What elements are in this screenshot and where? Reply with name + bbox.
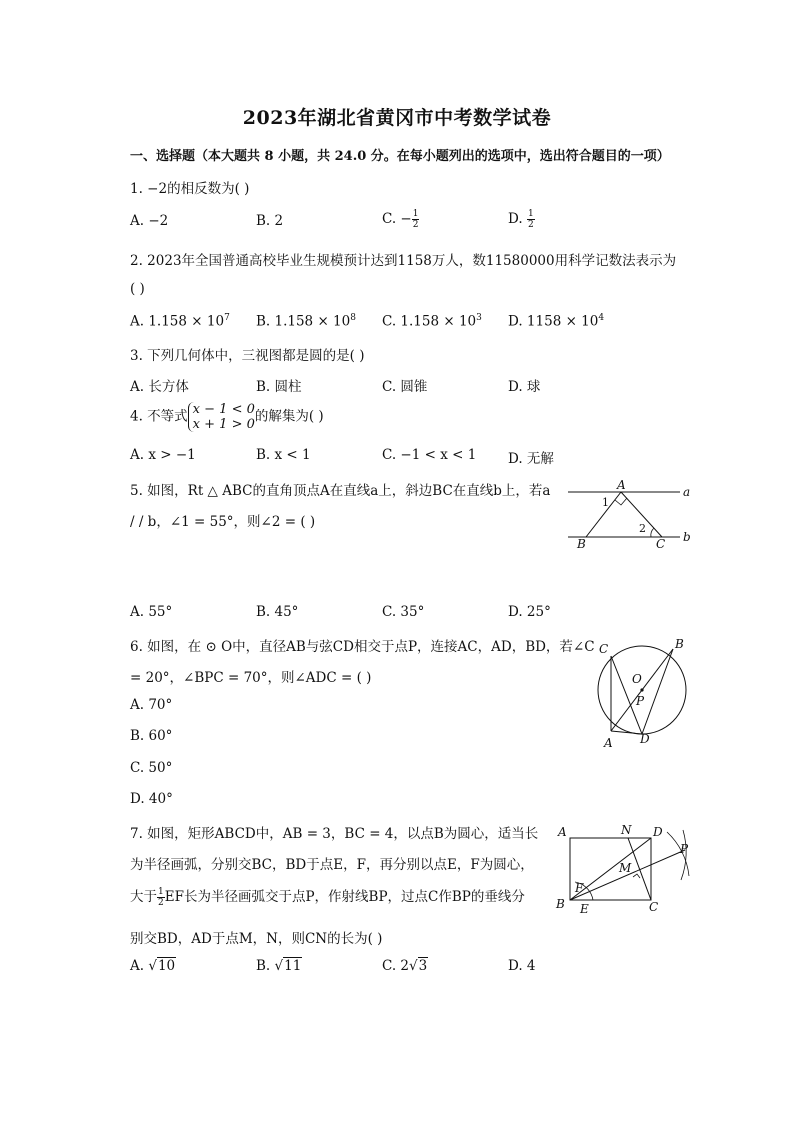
- section-header: 一、选择题（本大题共 8 小题，共 24.0 分。在每小题列出的选项中，选出符合题目的一项）: [130, 149, 670, 164]
- question-3-stem: 3. 下列几何体中，三视图都是圆的是( ): [130, 348, 365, 364]
- q1-option-a: A. −2: [130, 213, 169, 229]
- fig5-label: 2: [639, 522, 646, 535]
- fig6-label: A: [604, 736, 613, 748]
- q5-option-c: C. 35°: [382, 604, 425, 620]
- q5-option-a: A. 55°: [130, 604, 173, 620]
- fig7-label: F: [575, 881, 584, 895]
- inequality-system: x − 1 < 0 x + 1 > 0: [188, 402, 255, 432]
- q3-option-a: A. 长方体: [130, 379, 189, 395]
- q7-option-b: B. √11: [256, 958, 302, 974]
- fig5-label: b: [683, 530, 691, 544]
- question-6-stem-cont: = 20°，∠BPC = 70°，则∠ADC = ( ): [130, 670, 372, 686]
- question-5-stem: 5. 如图，Rt △ ABC的直角顶点A在直线a上，斜边BC在直线b上，若a: [130, 483, 551, 499]
- fig6-label: O: [632, 672, 642, 686]
- q6-option-b: B. 60°: [130, 728, 173, 744]
- q3-option-b: B. 圆柱: [256, 379, 302, 395]
- fig5-label: 1: [602, 496, 609, 509]
- q2-option-a: A. $1.158 \times 10^7$: [130, 313, 230, 330]
- q1-option-d: D. $\frac{1}{2}$: [508, 209, 534, 230]
- q4-option-c: C. −1 < x < 1: [382, 447, 477, 463]
- question-6-stem: 6. 如图，在 ⊙ O中，直径AB与弦CD相交于点P，连接AC，AD，BD，若∠C: [130, 639, 595, 655]
- q6-option-c: C. 50°: [130, 760, 173, 776]
- fig7-label: M: [619, 861, 632, 875]
- fig6-label: C: [599, 642, 609, 656]
- fig6-label: B: [675, 637, 684, 651]
- figure-q7: [553, 820, 703, 920]
- question-7-stem-line3: 大于 $\frac{1}{2}$ EF长为半径画弧交于点P，作射线BP，过点C作BP的垂线分: [130, 887, 525, 908]
- fig7-label: N: [621, 823, 632, 837]
- figure-q5: [562, 478, 702, 553]
- q7-option-a: A. √10: [130, 958, 176, 974]
- fig5-label: B: [577, 537, 586, 551]
- question-5-stem-cont: / / b，∠1 = 55°，则∠2 = ( ): [130, 514, 316, 530]
- question-7-stem: 7. 如图，矩形ABCD中，AB = 3，BC = 4，以点B为圆心，适当长: [130, 826, 539, 842]
- fig5-label: C: [656, 537, 666, 551]
- q4-option-a: A. x > −1: [130, 447, 196, 463]
- q2-option-c: C. $1.158 \times 10^3$: [382, 313, 482, 330]
- fig7-label: P: [680, 842, 689, 856]
- q7-option-d: D. 4: [508, 958, 536, 974]
- fig6-label: D: [640, 732, 650, 746]
- q6-option-d: D. 40°: [130, 791, 173, 807]
- q3-option-c: C. 圆锥: [382, 379, 428, 395]
- fig7-label: B: [556, 897, 565, 911]
- page-title: 2023年湖北省黄冈市中考数学试卷: [242, 107, 552, 129]
- fig5-label: a: [683, 485, 691, 499]
- figure-q6: [590, 633, 700, 748]
- question-2-stem-cont: ( ): [130, 281, 145, 297]
- q1-option-b: B. 2: [256, 213, 284, 229]
- question-7-stem-line2: 为半径画弧，分别交BC，BD于点E，F，再分别以点E，F为圆心，: [130, 857, 534, 873]
- q2-option-d: D. $1158 \times 10^4$: [508, 313, 605, 330]
- fig6-label: P: [636, 694, 645, 708]
- q4-option-d: D. 无解: [508, 451, 554, 467]
- fig5-label: A: [617, 478, 626, 492]
- fig7-label: A: [558, 825, 567, 839]
- question-2-stem: 2. 2023年全国普通高校毕业生规模预计达到1158万人，数11580000用科学记数法表示为: [130, 253, 677, 269]
- question-7-stem-line4: 别交BD，AD于点M，N，则CN的长为( ): [130, 931, 383, 947]
- q5-option-b: B. 45°: [256, 604, 299, 620]
- fig7-label: C: [649, 900, 659, 914]
- q1-option-c: C. − $\frac{1}{2}$: [382, 209, 419, 230]
- q5-option-d: D. 25°: [508, 604, 551, 620]
- question-4-stem: 4. 不等式 x − 1 < 0 x + 1 > 0 的解集为( ): [130, 402, 324, 432]
- q3-option-d: D. 球: [508, 379, 541, 395]
- q2-option-b: B. $1.158 \times 10^8$: [256, 313, 356, 330]
- q4-option-b: B. x < 1: [256, 447, 311, 463]
- fig7-label: D: [653, 825, 663, 839]
- question-1-stem: 1. −2的相反数为( ): [130, 181, 250, 197]
- q6-option-a: A. 70°: [130, 697, 173, 713]
- fig7-label: E: [580, 902, 589, 916]
- q7-option-c: C. 2√3: [382, 958, 428, 974]
